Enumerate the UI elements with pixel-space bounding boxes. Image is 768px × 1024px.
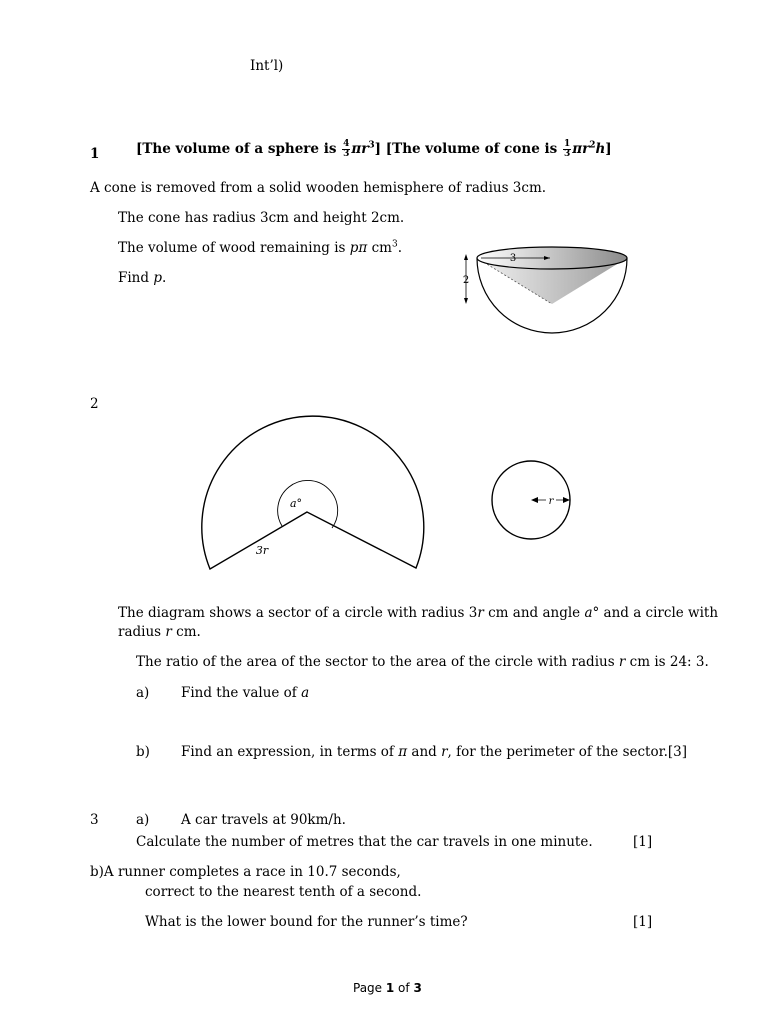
angle-label: a° <box>289 497 303 510</box>
q3-part-b-line2: correct to the nearest tenth of a second. <box>145 884 422 900</box>
sector-radius-label: 3r <box>255 544 269 557</box>
radius-label: 3 <box>509 253 517 264</box>
q1-line2: The cone has radius 3cm and height 2cm. <box>118 210 405 226</box>
q3-part-b-line1: b)A runner completes a race in 10.7 seconds, <box>90 864 401 880</box>
total-pages: 3 <box>413 981 422 995</box>
sector-diagram <box>196 394 580 584</box>
q1-formula: [The volume of a sphere is $\frac{4}{3}$ $\pi r^3$] [The volume of cone is $\frac{1}{3}$ $\pi r^2h$] <box>136 139 612 159</box>
q1-line3: The volume of wood remaining is pπ $cm^3$. <box>118 239 402 256</box>
q2-part-a-text: Find the value of a <box>181 685 310 701</box>
height-label: 2 <box>462 275 470 286</box>
q3-number: 3 <box>90 812 99 828</box>
sector-shape <box>202 416 424 569</box>
q3-part-a-line1: A car travels at 90km/h. <box>181 812 346 828</box>
header-text: Int’l) <box>250 58 284 74</box>
q1-line1: A cone is removed from a solid wooden hemisphere of radius 3cm. <box>90 180 547 196</box>
q3-part-a-marks: [1] <box>633 834 653 850</box>
q2-part-b-label: b) <box>136 744 150 760</box>
q1-number: 1 <box>90 146 100 162</box>
circle-radius-label: r <box>548 496 554 507</box>
q1-line4: Find p. <box>118 270 167 286</box>
q2-desc-line1: The diagram shows a sector of a circle with radius 3r cm and angle a° and a circle with <box>118 605 719 621</box>
q2-part-b-text: Find an expression, in terms of π and r, for the perimeter of the sector.[3] <box>181 744 687 760</box>
q3-part-b-marks: [1] <box>633 914 653 930</box>
q3-part-a-line2: Calculate the number of metres that the car travels in one minute. <box>136 834 593 850</box>
q2-desc-line2: radius r cm. <box>118 624 201 640</box>
current-page: 1 <box>385 981 395 995</box>
hemisphere-diagram <box>455 238 635 338</box>
q2-number: 2 <box>90 396 99 412</box>
page-footer: Page 1 of 3 <box>353 981 422 995</box>
q3-part-b-line3: What is the lower bound for the runner’s time? <box>145 914 468 930</box>
q2-part-a-label: a) <box>136 685 150 701</box>
q2-ratio: The ratio of the area of the sector to the area of the circle with radius r cm is 24: 3. <box>136 654 709 670</box>
q3-part-a-label: a) <box>136 812 150 828</box>
